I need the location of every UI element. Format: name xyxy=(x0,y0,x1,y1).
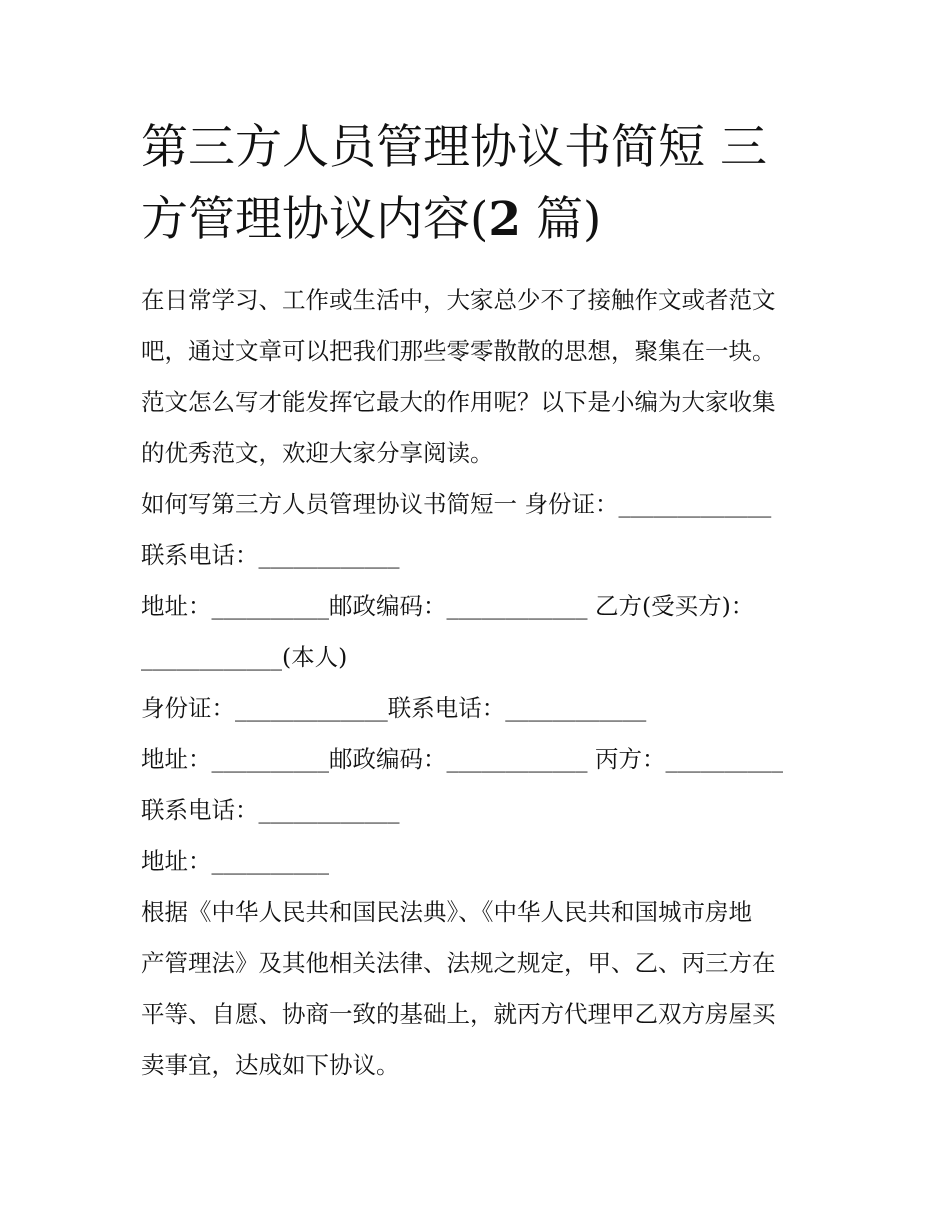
document-title xyxy=(141,112,841,256)
title-line-1: 第三方人员管理协议书简短 三 xyxy=(141,120,767,175)
title-line-2-number: 2 xyxy=(488,192,522,247)
body-line-2: 产管理法》及其他相关法律、法规之规定，甲、乙、丙三方在 xyxy=(141,949,776,977)
form-line-address-3: 地址：__________ xyxy=(141,847,329,875)
form-line-phone-3: 联系电话：____________ xyxy=(141,796,400,824)
intro-line-1: 在日常学习、工作或生活中，大家总少不了接触作文或者范文 xyxy=(141,286,776,314)
body-line-4: 卖事宜，达成如下协议。 xyxy=(141,1051,400,1079)
body-line-1: 根据《中华人民共和国民法典》、《中华人民共和国城市房地 xyxy=(141,898,752,926)
form-line-id-phone: 身份证：_____________联系电话：____________ xyxy=(141,694,647,722)
intro-line-2: 吧，通过文章可以把我们那些零零散散的思想，聚集在一块。 xyxy=(141,337,776,365)
form-line-address-2: 地址：__________邮政编码：____________ 丙方：__________ xyxy=(141,745,783,773)
form-line-address-1: 地址：__________邮政编码：____________ 乙方(受买方)： xyxy=(141,592,755,620)
section-heading-line: 如何写第三方人员管理协议书简短一 身份证：_____________ xyxy=(141,490,772,518)
form-line-phone-1: 联系电话：____________ xyxy=(141,541,400,569)
body-line-3: 平等、自愿、协商一致的基础上，就丙方代理甲乙双方房屋买 xyxy=(141,1000,776,1028)
title-line-2-end: 篇) xyxy=(521,192,602,247)
intro-line-4: 的优秀范文，欢迎大家分享阅读。 xyxy=(141,439,494,467)
intro-line-3: 范文怎么写才能发挥它最大的作用呢？以下是小编为大家收集 xyxy=(141,388,776,416)
form-line-party-b-name: ____________(本人) xyxy=(141,643,348,671)
title-line-2-text: 方管理协议内容( xyxy=(141,192,489,247)
